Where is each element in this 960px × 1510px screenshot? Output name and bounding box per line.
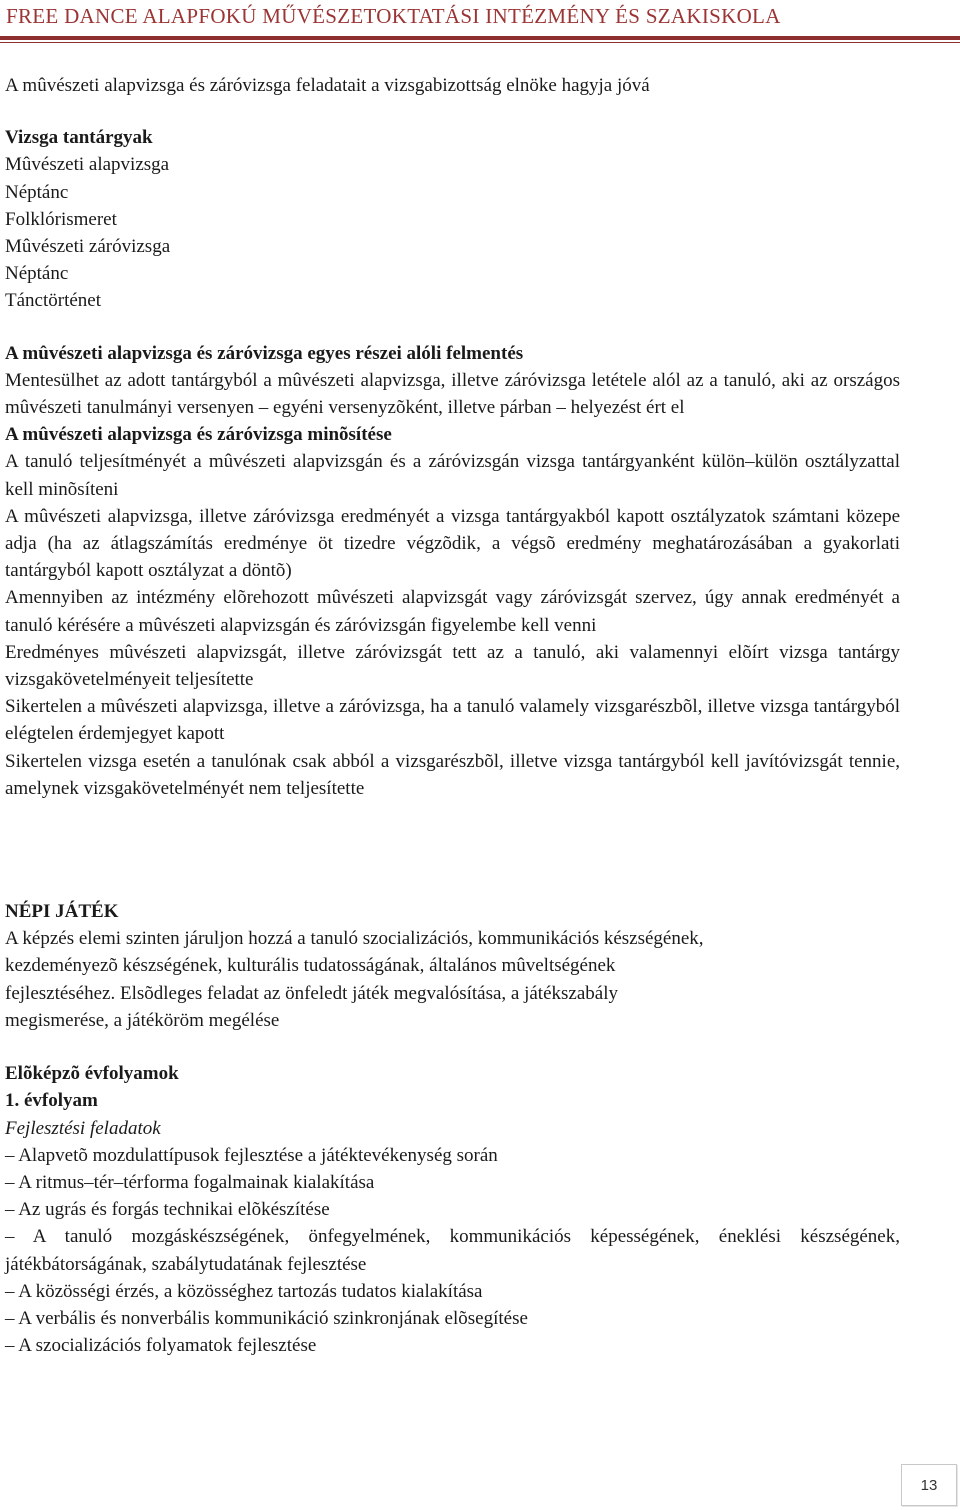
page-number: 13 bbox=[901, 1464, 957, 1506]
header-rule-thin bbox=[0, 42, 960, 43]
grading-paragraph: Amennyiben az intézmény elõrehozott mûvészeti alapvizsgát vagy záróvizsgát szervez, úgy annak eredményét a tanuló kérésére a mûvészeti alapvizsgán és záróvizsgán figyelembe kell venni bbox=[5, 587, 900, 636]
nepi-jatek-line: fejlesztéséhez. Elsõdleges feladat az önfeledt játék megvalósítása, a játékszabály bbox=[5, 982, 618, 1004]
nepi-jatek-line: megismerése, a játéköröm megélése bbox=[5, 1009, 280, 1031]
grading-paragraph: Eredményes mûvészeti alapvizsgát, illetve záróvizsgát tett az a tanuló, aki valamennyi elõírt vizsga tantárgy vizsgakövetelményeit teljesítette bbox=[5, 641, 900, 691]
document-body bbox=[5, 72, 900, 1359]
grading-paragraph: Sikertelen a mûvészeti alapvizsga, illetve a záróvizsga, ha a tanuló valamely vizsgarészbõl, illetve vizsga tantárgyból elégtelen érdemjegyet kapott bbox=[5, 696, 900, 745]
nepi-jatek-heading: NÉPI JÁTÉK bbox=[5, 901, 119, 923]
exemption-heading: A mûvészeti alapvizsga és záróvizsga egyes részei alóli felmentés bbox=[5, 342, 524, 364]
task-item: – A szocializációs folyamatok fejlesztése bbox=[5, 1335, 317, 1357]
exemption-text: Mentesülhet az adott tantárgyból a mûvészeti alapvizsga, illetve záróvizsga letétele alól az a tanuló, aki az országos mûvészeti tanulmányi versenyen – egyéni versenyzõként, illetve párban – helyezést ért el bbox=[5, 369, 900, 419]
grading-heading: A mûvészeti alapvizsga és záróvizsga minõsítése bbox=[5, 424, 392, 446]
subject-item: Mûvészeti alapvizsga bbox=[5, 154, 170, 176]
tasks-subheading: Fejlesztési feladatok bbox=[5, 1117, 161, 1139]
task-item: – A ritmus–tér–térforma fogalmainak kialakítása bbox=[5, 1171, 375, 1193]
nepi-jatek-line: A képzés elemi szinten járuljon hozzá a tanuló szocializációs, kommunikációs készségének, bbox=[5, 928, 704, 950]
year-heading: 1. évfolyam bbox=[5, 1090, 98, 1112]
page-header bbox=[0, 0, 960, 48]
grading-paragraph: A mûvészeti alapvizsga, illetve záróvizsga eredményét a vizsga tantárgyakból kapott osztályzatok számtani közepe adja (ha az átlagszámítás eredménye öt tizedre végzõdik, a végsõ eredmény meghatározásában a gyakorlati tantárgyból kapott osztályzat a döntõ) bbox=[5, 505, 900, 582]
grading-paragraph: A tanuló teljesítményét a mûvészeti alapvizsgán és a záróvizsgán vizsga tantárgyanként külön–külön osztályzattal kell minõsíteni bbox=[5, 451, 900, 500]
subject-item: Néptánc bbox=[5, 263, 69, 285]
intro-text: A mûvészeti alapvizsga és záróvizsga feladatait a vizsgabizottság elnöke hagyja jóvá bbox=[5, 75, 650, 96]
task-item: – A tanuló mozgáskészségének, önfegyelmének, kommunikációs képességének, éneklési készségének, játékbátorságának, szabálytudatának fejlesztése bbox=[5, 1226, 900, 1275]
subject-item: Néptánc bbox=[5, 181, 69, 203]
subjects-heading: Vizsga tantárgyak bbox=[5, 127, 153, 149]
subject-item: Tánctörténet bbox=[5, 290, 102, 312]
header-rule bbox=[0, 36, 960, 40]
task-item: – A közösségi érzés, a közösséghez tartozás tudatos kialakítása bbox=[5, 1280, 483, 1302]
task-item: – A verbális és nonverbális kommunikáció szinkronjának elõsegítése bbox=[5, 1307, 528, 1329]
nepi-jatek-line: kezdeményezõ készségének, kulturális tudatosságának, általános mûveltségének bbox=[5, 955, 616, 977]
task-item: – Alapvetõ mozdulattípusok fejlesztése a játéktevékenység során bbox=[5, 1144, 498, 1166]
grading-paragraph: Sikertelen vizsga esetén a tanulónak csak abból a vizsgarészbõl, illetve vizsga tantárgyból kell javítóvizsgát tennie, amelynek vizsgakövetelményét nem teljesítette bbox=[5, 750, 900, 799]
header-title: FREE DANCE ALAPFOKÚ MŰVÉSZETOKTATÁSI INTÉZMÉNY ÉS SZAKISKOLA bbox=[6, 4, 781, 28]
subject-item: Folklórismeret bbox=[5, 208, 117, 230]
preparatory-heading: Elõképzõ évfolyamok bbox=[5, 1063, 179, 1085]
subject-item: Mûvészeti záróvizsga bbox=[5, 236, 171, 258]
task-item: – Az ugrás és forgás technikai elõkészítése bbox=[5, 1199, 330, 1221]
